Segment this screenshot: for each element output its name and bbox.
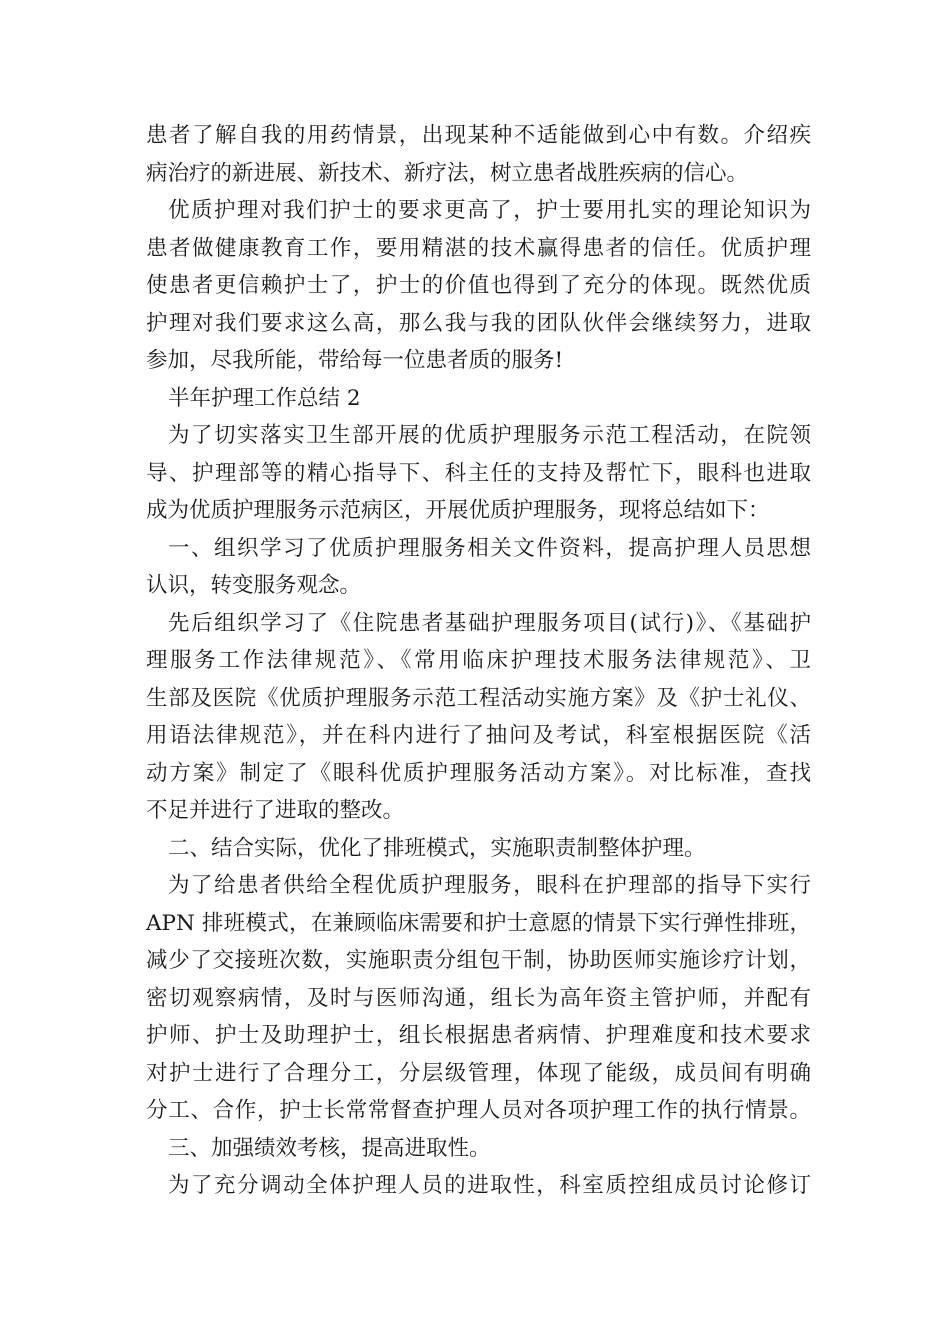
text-line: APN 排班模式，在兼顾临床需要和护士意愿的情景下实行弹性排班， bbox=[146, 910, 811, 936]
text-line: 减少了交接班次数，实施职责分组包干制，协助医师实施诊疗计划， bbox=[146, 948, 811, 973]
text-line: 参加，尽我所能，带给每一位患者质的服务! bbox=[146, 348, 564, 373]
text-line: 先后组织学习了《住院患者基础护理服务项目(试行)》、《基础护 bbox=[168, 610, 811, 636]
text-line: 二、结合实际，优化了排班模式，实施职责制整体护理。 bbox=[168, 835, 706, 861]
text-line: 病治疗的新进展、新技术、新疗法，树立患者战胜疾病的信心。 bbox=[146, 160, 749, 186]
text-line: 用语法律规范》，并在科内进行了抽问及考试，科室根据医院《活 bbox=[146, 723, 811, 748]
text-line: 分工、合作，护士长常常督查护理人员对各项护理工作的执行情景。 bbox=[146, 1098, 811, 1123]
text-line: 为了给患者供给全程优质护理服务，眼科在护理部的指导下实行 bbox=[168, 873, 811, 898]
text-line: 为了充分调动全体护理人员的进取性，科室质控组成员讨论修订 bbox=[168, 1173, 811, 1198]
text-line: 导、护理部等的精心指导下、科主任的支持及帮忙下，眼科也进取 bbox=[146, 460, 811, 486]
text-line: 动方案》制定了《眼科优质护理服务活动方案》。对比标准，查找 bbox=[146, 760, 811, 786]
section-heading: 半年护理工作总结 2 bbox=[168, 385, 361, 411]
text-line: 生部及医院《优质护理服务示范工程活动实施方案》及《护士礼仪、 bbox=[146, 685, 811, 711]
text-line: 护理对我们要求这么高，那么我与我的团队伙伴会继续努力，进取 bbox=[146, 310, 811, 336]
text-line: 密切观察病情，及时与医师沟通，组长为高年资主管护师，并配有 bbox=[146, 985, 811, 1011]
text-line: 对护士进行了合理分工，分层级管理，体现了能级，成员间有明确 bbox=[146, 1060, 811, 1086]
text-line: 使患者更信赖护士了，护士的价值也得到了充分的体现。既然优质 bbox=[146, 273, 811, 298]
text-line: 为了切实落实卫生部开展的优质护理服务示范工程活动，在院领 bbox=[168, 423, 811, 448]
text-line: 成为优质护理服务示范病区，开展优质护理服务，现将总结如下： bbox=[146, 498, 770, 523]
text-line: 三、加强绩效考核，提高进取性。 bbox=[168, 1135, 491, 1161]
text-line: 一、组织学习了优质护理服务相关文件资料，提高护理人员思想 bbox=[168, 535, 811, 561]
text-line: 优质护理对我们护士的要求更高了，护士要用扎实的理论知识为 bbox=[168, 198, 811, 223]
text-line: 理服务工作法律规范》、《常用临床护理技术服务法律规范》、卫 bbox=[146, 648, 811, 673]
text-line: 患者了解自我的用药情景，出现某种不适能做到心中有数。介绍疾 bbox=[146, 123, 811, 148]
text-line: 护师、护士及助理护士，组长根据患者病情、护理难度和技术要求 bbox=[146, 1023, 811, 1048]
text-line: 患者做健康教育工作，要用精湛的技术赢得患者的信任。优质护理 bbox=[146, 235, 811, 261]
document-body bbox=[146, 117, 811, 1205]
text-line: 不足并进行了进取的整改。 bbox=[146, 798, 405, 823]
text-line: 认识，转变服务观念。 bbox=[146, 573, 362, 598]
